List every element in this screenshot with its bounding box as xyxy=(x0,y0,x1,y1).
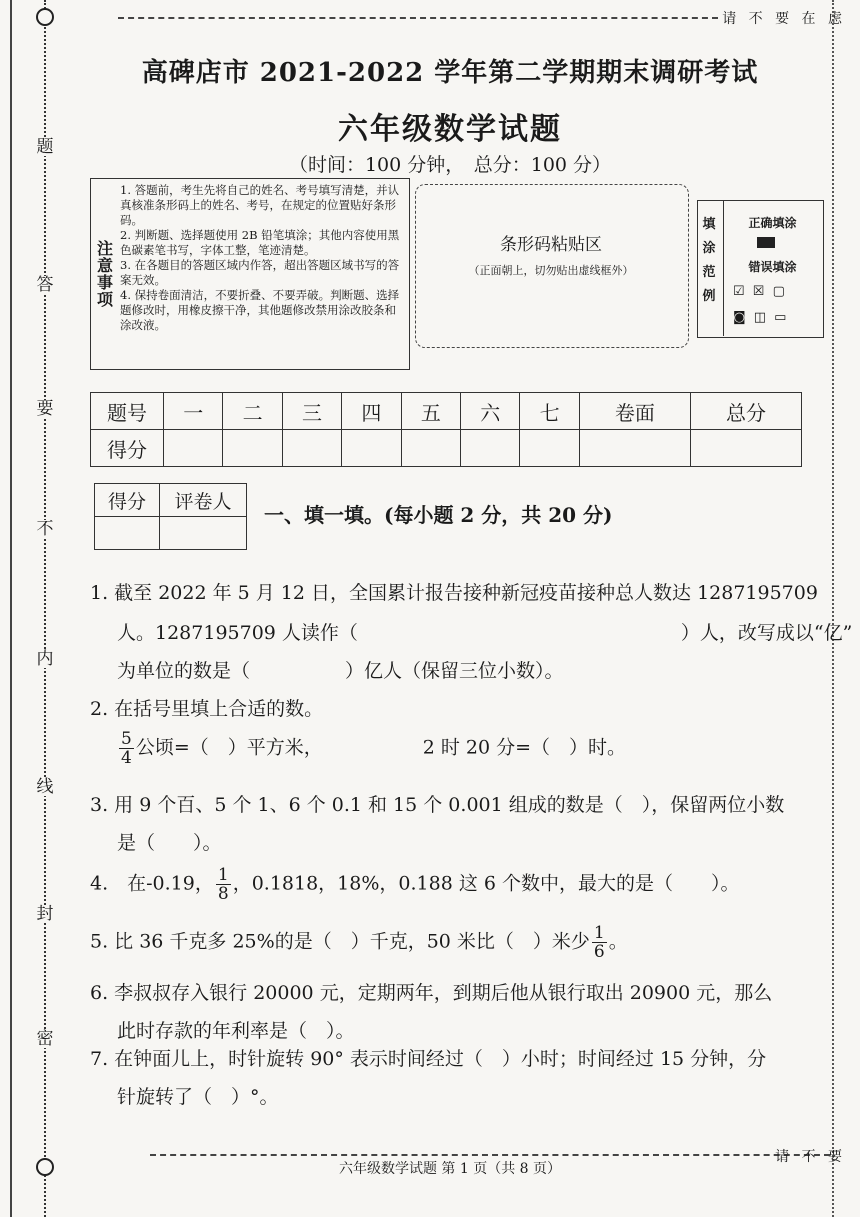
fill-example-label: 填 涂 范 例 xyxy=(702,217,716,304)
grader-score-cell[interactable] xyxy=(95,517,160,550)
binding-char-7: 封 xyxy=(36,904,54,924)
note-item: 1. 答题前，考生先将自己的姓名、考号填写清楚，并认真核准条形码上的姓名、考号，在规定的位置贴好条形码。 xyxy=(120,183,400,227)
question-5: 5. 比 36 千克多 25%的是（ ）千克，50 米比（ ）米少 $\frac{1}{6}$ 。 xyxy=(90,923,628,962)
score-header-row xyxy=(91,393,802,430)
question-3-line-1: 3. 用 9 个百、5 个 1、6 个 0.1 和 15 个 0.001 组成的数是（ ），保留两位小数 xyxy=(90,794,785,816)
question-6-line-2: 此时存款的年利率是（ ）。 xyxy=(117,1020,355,1042)
score-cell[interactable] xyxy=(282,430,341,467)
fill-wrong-label: 错误填涂 xyxy=(748,260,797,274)
score-value-row xyxy=(91,430,802,467)
binding-char-3: 要 xyxy=(36,399,54,419)
question-1-line-1: 1. 截至 2022 年 5 月 12 日，全国累计报告接种新冠疫苗接种总人数达 1287195709 xyxy=(90,582,818,604)
grader-name-label: 评卷人 xyxy=(160,484,247,517)
score-cell[interactable] xyxy=(579,430,690,467)
question-6-line-1: 6. 李叔叔存入银行 20000 元，定期两年，到期后他从银行取出 20900 元，那么 xyxy=(90,982,773,1004)
score-cell[interactable] xyxy=(401,430,460,467)
score-col: 四 xyxy=(342,393,401,430)
score-cell[interactable] xyxy=(342,430,401,467)
grader-score-label: 得分 xyxy=(95,484,160,517)
binding-char-1: 题 xyxy=(36,137,54,157)
fraction: $\frac{1}{8}$ xyxy=(217,865,229,904)
score-row-label: 得分 xyxy=(91,430,164,467)
question-4: 4. 在-0.19， $\frac{1}{8}$ ，0.1818，18%，0.188 这 6 个数中，最大的是（ ）。 xyxy=(90,865,740,904)
binding-hole-top xyxy=(36,8,54,26)
footer-corner-text: 请 不 要 xyxy=(775,1149,846,1165)
corner-text: 请 不 要 在 虑 xyxy=(722,11,846,27)
score-col: 卷面 xyxy=(579,393,690,430)
wrong-marks-icon: ☑ ☒ ▢ xyxy=(733,284,787,299)
binding-char-4: 不 xyxy=(36,519,54,539)
question-2-line-2: $\frac{5}{4}$ 公顷=（ ）平方米， 2 时 20 分=（ ）时。 xyxy=(121,729,627,768)
binding-char-6: 线 xyxy=(36,777,54,797)
note-item: 4. 保持卷面清洁，不要折叠、不要弄破。判断题、选择题修改时，用橡皮擦干净，其他题修改禁用涂改胶条和涂改液。 xyxy=(120,288,400,332)
score-col: 五 xyxy=(401,393,460,430)
score-col: 三 xyxy=(282,393,341,430)
question-2-line-1: 2. 在括号里填上合适的数。 xyxy=(90,698,324,720)
score-col: 一 xyxy=(164,393,223,430)
score-header-label: 题号 xyxy=(91,393,164,430)
fraction: $\frac{5}{4}$ xyxy=(121,729,132,768)
top-dashed-line xyxy=(118,17,718,19)
score-col: 七 xyxy=(520,393,579,430)
notes-label: 注意事项 xyxy=(96,239,113,309)
score-cell[interactable] xyxy=(461,430,520,467)
note-item: 3. 在各题目的答题区域内作答，超出答题区域书写的答案无效。 xyxy=(120,258,400,287)
question-3-line-2: 是（ ）。 xyxy=(117,832,222,854)
filled-box-icon xyxy=(757,237,775,248)
score-cell[interactable] xyxy=(690,430,801,467)
note-item: 2. 判断题、选择题使用 2B 铅笔填涂；其他内容使用黑色碳素笔书写，字体工整，笔迹清楚。 xyxy=(120,228,400,257)
score-col: 总分 xyxy=(690,393,801,430)
score-col: 二 xyxy=(223,393,282,430)
binding-rule xyxy=(10,0,12,1217)
page-footer: 六年级数学试题 第 1 页（共 8 页） xyxy=(338,1161,562,1177)
footer-dashed-line xyxy=(150,1154,830,1156)
grader-name-cell[interactable] xyxy=(160,517,247,550)
section-title: 一、填一填。(每小题 2 分，共 20 分) xyxy=(264,503,613,527)
question-7-line-1: 7. 在钟面儿上，时针旋转 90° 表示时间经过（ ）小时；时间经过 15 分钟，分 xyxy=(90,1048,767,1070)
exam-subtitle: 六年级数学试题 xyxy=(338,112,562,147)
fraction: $\frac{1}{6}$ xyxy=(593,923,605,962)
notes-list xyxy=(120,183,400,333)
question-1-line-2: 人。1287195709 人读作（ ）人，改写成以“亿” xyxy=(117,622,853,644)
grader-table xyxy=(94,483,247,550)
binding-char-5: 内 xyxy=(36,649,54,669)
time-info: （时间：100 分钟， 总分：100 分） xyxy=(288,154,612,176)
score-cell[interactable] xyxy=(164,430,223,467)
binding-char-8: 密 xyxy=(36,1029,54,1049)
wrong-marks-icon: ◙ ◫ ▭ xyxy=(733,310,789,325)
question-7-line-2: 针旋转了（ ）°。 xyxy=(117,1086,279,1108)
exam-title: 高碑店市 2021-2022 学年第二学期期末调研考试 xyxy=(141,58,759,88)
binding-char-2: 答 xyxy=(36,275,54,295)
barcode-title: 条形码粘贴区 xyxy=(500,235,602,255)
right-edge-line xyxy=(832,0,834,1217)
score-col: 六 xyxy=(461,393,520,430)
score-cell[interactable] xyxy=(223,430,282,467)
question-1-line-3: 为单位的数是（ ）亿人（保留三位小数）。 xyxy=(117,660,564,682)
fill-correct-label: 正确填涂 xyxy=(748,216,797,230)
barcode-note: （正面朝上，切勿贴出虚线框外） xyxy=(468,264,634,277)
score-cell[interactable] xyxy=(520,430,579,467)
score-table xyxy=(90,392,802,467)
